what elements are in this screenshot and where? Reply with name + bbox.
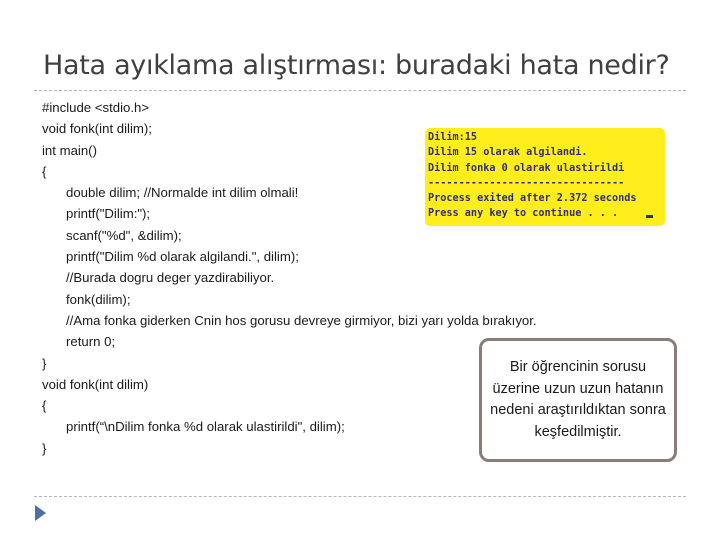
slide-title: Hata ayıklama alıştırması: buradaki hata nedir? xyxy=(43,50,670,81)
console-cursor xyxy=(646,215,653,218)
code-line: int main() xyxy=(42,142,97,158)
code-line: #include <stdio.h> xyxy=(42,100,150,115)
console-output xyxy=(425,128,665,226)
bottom-divider xyxy=(34,496,686,497)
code-line: //Burada dogru deger yazdirabiliyor. xyxy=(66,270,275,286)
code-line: { xyxy=(42,163,47,179)
note-box xyxy=(479,338,677,462)
console-line: Process exited after 2.372 seconds xyxy=(428,193,637,205)
code-line: //Ama fonka giderken Cnin hos gorusu devreye girmiyor, bizi yarı yolda bırakıyor. xyxy=(66,312,537,328)
title-divider xyxy=(34,90,686,91)
triangle-bullet-icon[interactable] xyxy=(35,505,46,521)
code-line: scanf("%d", &dilim); xyxy=(66,227,182,243)
code-line: double dilim; //Normalde int dilim olmali! xyxy=(66,185,299,201)
console-line: -------------------------------- xyxy=(428,177,625,189)
console-line: Press any key to continue . . . xyxy=(428,208,619,220)
code-line: return 0; xyxy=(66,334,116,350)
code-line: } xyxy=(42,355,47,371)
code-line: fonk(dilim); xyxy=(66,291,131,307)
code-line: printf("Dilim:"); xyxy=(66,206,151,222)
console-line: Dilim 15 olarak algilandi. xyxy=(428,147,588,159)
code-line: printf(“\nDilim fonka %d olarak ulastirildi", dilim); xyxy=(66,419,345,435)
code-line: { xyxy=(42,398,47,414)
code-line: printf("Dilim %d olarak algilandi.", dilim); xyxy=(66,249,299,265)
code-line: void fonk(int dilim) xyxy=(42,376,149,392)
console-line: Dilim:15 xyxy=(428,132,478,143)
note-text: Bir öğrencinin sorusu üzerine uzun uzun hatanın nedeni araştırıldıktan sonra keşfedilmiştir. xyxy=(490,359,666,440)
code-line: void fonk(int dilim); xyxy=(42,121,152,137)
console-line: Dilim fonka 0 olarak ulastirildi xyxy=(428,162,625,174)
code-line: } xyxy=(42,440,47,456)
